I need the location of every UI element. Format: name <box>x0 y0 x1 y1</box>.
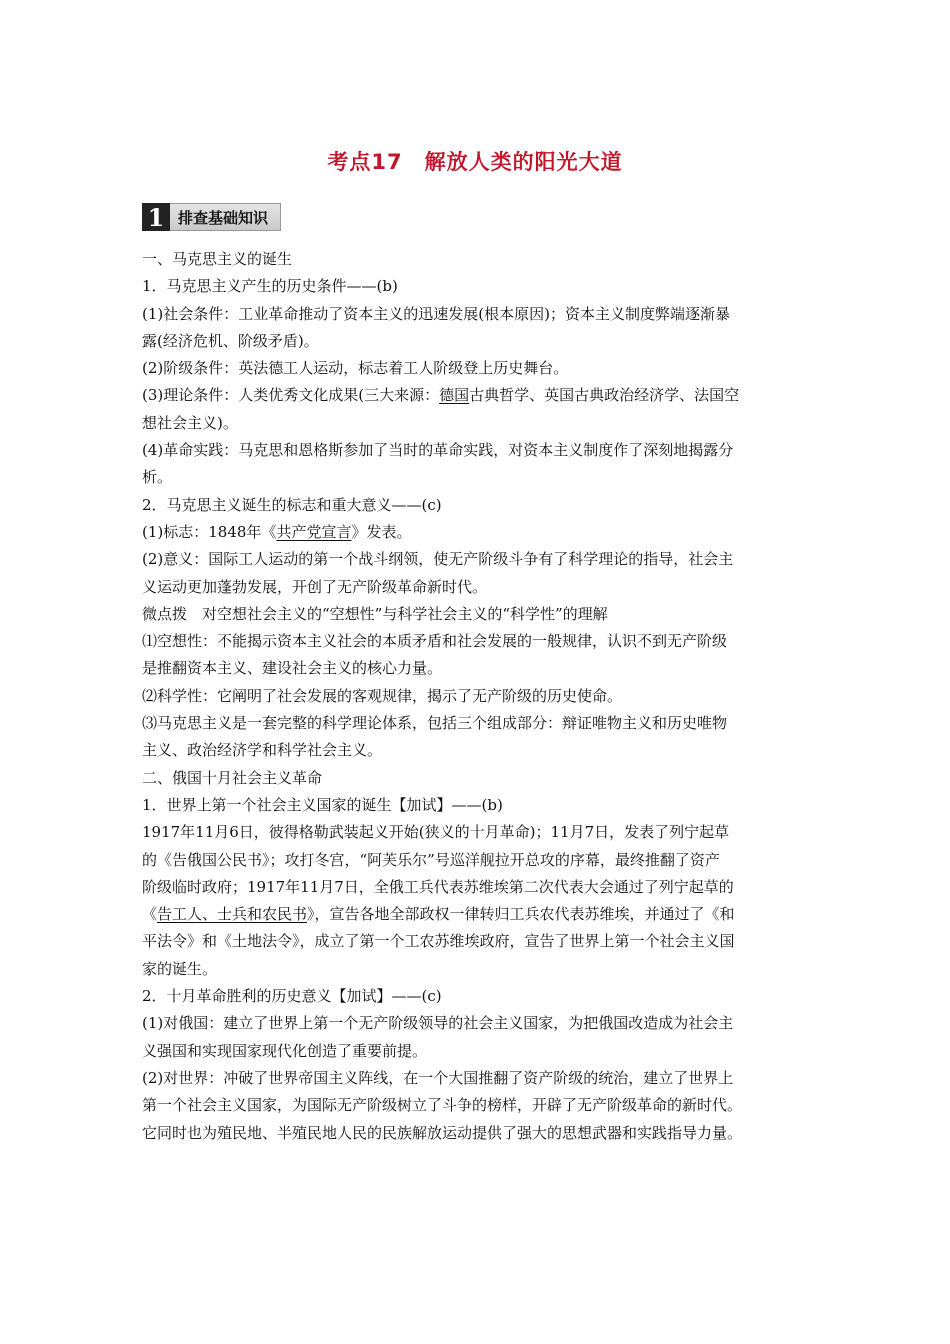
text-line: 家的诞生。 <box>142 959 218 978</box>
section-label: 排查基础知识 <box>170 203 281 231</box>
text-line <box>142 901 810 928</box>
text-line: 的《告俄国公民书》；攻打冬宫，“阿芙乐尔”号巡洋舰拉开总攻的序幕，最终推翻了资产 <box>142 850 720 869</box>
text-line: 1917年11月6日，彼得格勒武装起义开始(狭义的十月革命)；11月7日，发表了列宁起草 <box>142 823 730 842</box>
text-span: 《 <box>142 905 158 924</box>
text-line: 义强国和实现国家现代化创造了重要前提。 <box>142 1041 428 1060</box>
text-line: 二、俄国十月社会主义革命 <box>142 768 323 787</box>
text-line: 1．马克思主义产生的历史条件——(b) <box>142 277 398 296</box>
text-line: 是推翻资本主义、建设社会主义的核心力量。 <box>142 659 443 678</box>
text-line <box>142 519 810 546</box>
text-span: 古典哲学、英国古典政治经济学、法国空 <box>469 386 740 405</box>
text-line: ⑴空想性：不能揭示资本主义社会的本质矛盾和社会发展的一般规律，认识不到无产阶级 <box>142 632 728 651</box>
text-line <box>142 382 810 409</box>
text-line: 1．世界上第一个社会主义国家的诞生【加试】——(b) <box>142 795 503 814</box>
text-line: 一、马克思主义的诞生 <box>142 250 293 268</box>
text-line: ⑵科学性：它阐明了社会发展的客观规律，揭示了无产阶级的历史使命。 <box>142 686 623 705</box>
text-line: 阶级临时政府；1917年11月7日，全俄工兵代表苏维埃第二次代表大会通过了列宁起草的 <box>142 877 734 896</box>
text-span: 》发表。 <box>351 522 412 541</box>
text-line: (1)对俄国：建立了世界上第一个无产阶级领导的社会主义国家，为把俄国改造成为社会主 <box>142 1014 734 1033</box>
text-line: (4)革命实践：马克思和恩格斯参加了当时的革命实践，对资本主义制度作了深刻地揭露分 <box>142 441 734 460</box>
underlined-text: 告工人、士兵和农民书 <box>157 905 308 924</box>
section-number: 1 <box>142 203 170 231</box>
text-line: 平法令》和《土地法令》，成立了第一个工农苏维埃政府，宣告了世界上第一个社会主义国 <box>142 932 735 951</box>
text-line: 义运动更加蓬勃发展，开创了无产阶级革命新时代。 <box>142 577 488 596</box>
text-line: 露(经济危机、阶级矛盾)。 <box>142 331 319 350</box>
section-header <box>142 203 281 231</box>
text-line: ⑶马克思主义是一套完整的科学理论体系，包括三个组成部分：辩证唯物主义和历史唯物 <box>142 714 728 733</box>
text-line: 它同时也为殖民地、半殖民地人民的民族解放运动提供了强大的思想武器和实践指导力量。 <box>142 1123 743 1142</box>
document-body <box>142 246 810 1147</box>
text-line: 2．十月革命胜利的历史意义【加试】——(c) <box>142 987 442 1006</box>
text-span: (1)标志：1848年《 <box>142 522 277 541</box>
text-line: (1)社会条件：工业革命推动了资本主义的迅速发展(根本原因)；资本主义制度弊端逐渐暴 <box>142 304 730 323</box>
text-line: 析。 <box>142 468 173 487</box>
text-line: 主义、政治经济学和科学社会主义。 <box>142 741 383 760</box>
text-line: 2．马克思主义诞生的标志和重大意义——(c) <box>142 495 442 514</box>
text-line: (2)意义：国际工人运动的第一个战斗纲领，使无产阶级斗争有了科学理论的指导，社会主 <box>142 550 734 569</box>
text-line: 第一个社会主义国家，为国际无产阶级树立了斗争的榜样，开辟了无产阶级革命的新时代。 <box>142 1096 743 1115</box>
text-line: (2)阶级条件：英法德工人运动，标志着工人阶级登上历史舞台。 <box>142 359 569 378</box>
text-line: 想社会主义)。 <box>142 413 238 432</box>
page-title: 考点17 解放人类的阳光大道 <box>327 150 623 174</box>
text-span: 》，宣告各地全部政权一律转归工兵农代表苏维埃，并通过了《和 <box>307 905 735 924</box>
text-line: 微点拨 对空想社会主义的“空想性”与科学社会主义的“科学性”的理解 <box>142 604 608 623</box>
text-span: (3)理论条件：人类优秀文化成果(三大来源： <box>142 386 440 405</box>
underlined-text: 德国 <box>439 386 470 405</box>
text-line: (2)对世界：冲破了世界帝国主义阵线，在一个大国推翻了资产阶级的统治，建立了世界上 <box>142 1068 734 1087</box>
underlined-text: 共产党宣言 <box>276 522 352 541</box>
